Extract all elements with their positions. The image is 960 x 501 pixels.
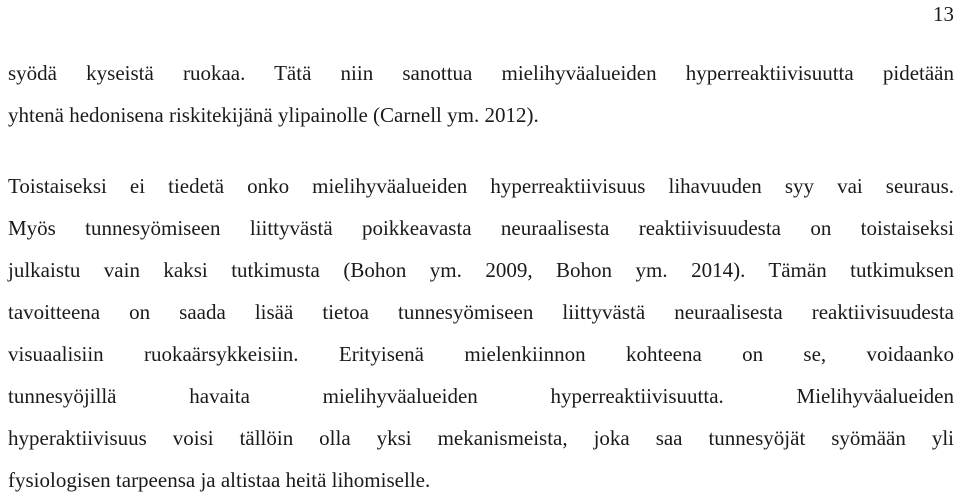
paragraph-2 — [8, 165, 954, 501]
text-line: syödä kyseistä ruokaa. Tätä niin sanottua mielihyväalueiden hyperreaktiivisuutta pidetään — [8, 61, 954, 85]
text-line: hyperaktiivisuus voisi tällöin olla yksi mekanismeista, joka saa tunnesyöjät syömään yli — [8, 426, 954, 450]
page-number: 13 — [933, 2, 954, 26]
text-line: yhtenä hedonisena riskitekijänä ylipainolle (Carnell ym. 2012). — [8, 103, 539, 127]
text-line: Myös tunnesyömiseen liittyvästä poikkeavasta neuraalisesta reaktiivisuudesta on toistaiseksi — [8, 216, 954, 240]
body-text — [8, 52, 954, 501]
text-line: tavoitteena on saada lisää tietoa tunnesyömiseen liittyvästä neuraalisesta reaktiivisuudesta — [8, 300, 954, 324]
text-line: tunnesyöjillä havaita mielihyväalueiden hyperreaktiivisuutta. Mielihyväalueiden — [8, 384, 954, 408]
paragraph-1 — [8, 52, 954, 136]
text-line: visuaalisiin ruokaärsykkeisiin. Erityisenä mielenkiinnon kohteena on se, voidaanko — [8, 342, 954, 366]
paragraph-spacer — [8, 136, 954, 165]
text-line: Toistaiseksi ei tiedetä onko mielihyväalueiden hyperreaktiivisuus lihavuuden syy vai seuraus. — [8, 174, 954, 198]
text-line: fysiologisen tarpeensa ja altistaa heitä lihomiselle. — [8, 468, 431, 492]
text-line: julkaistu vain kaksi tutkimusta (Bohon ym. 2009, Bohon ym. 2014). Tämän tutkimuksen — [8, 258, 954, 282]
